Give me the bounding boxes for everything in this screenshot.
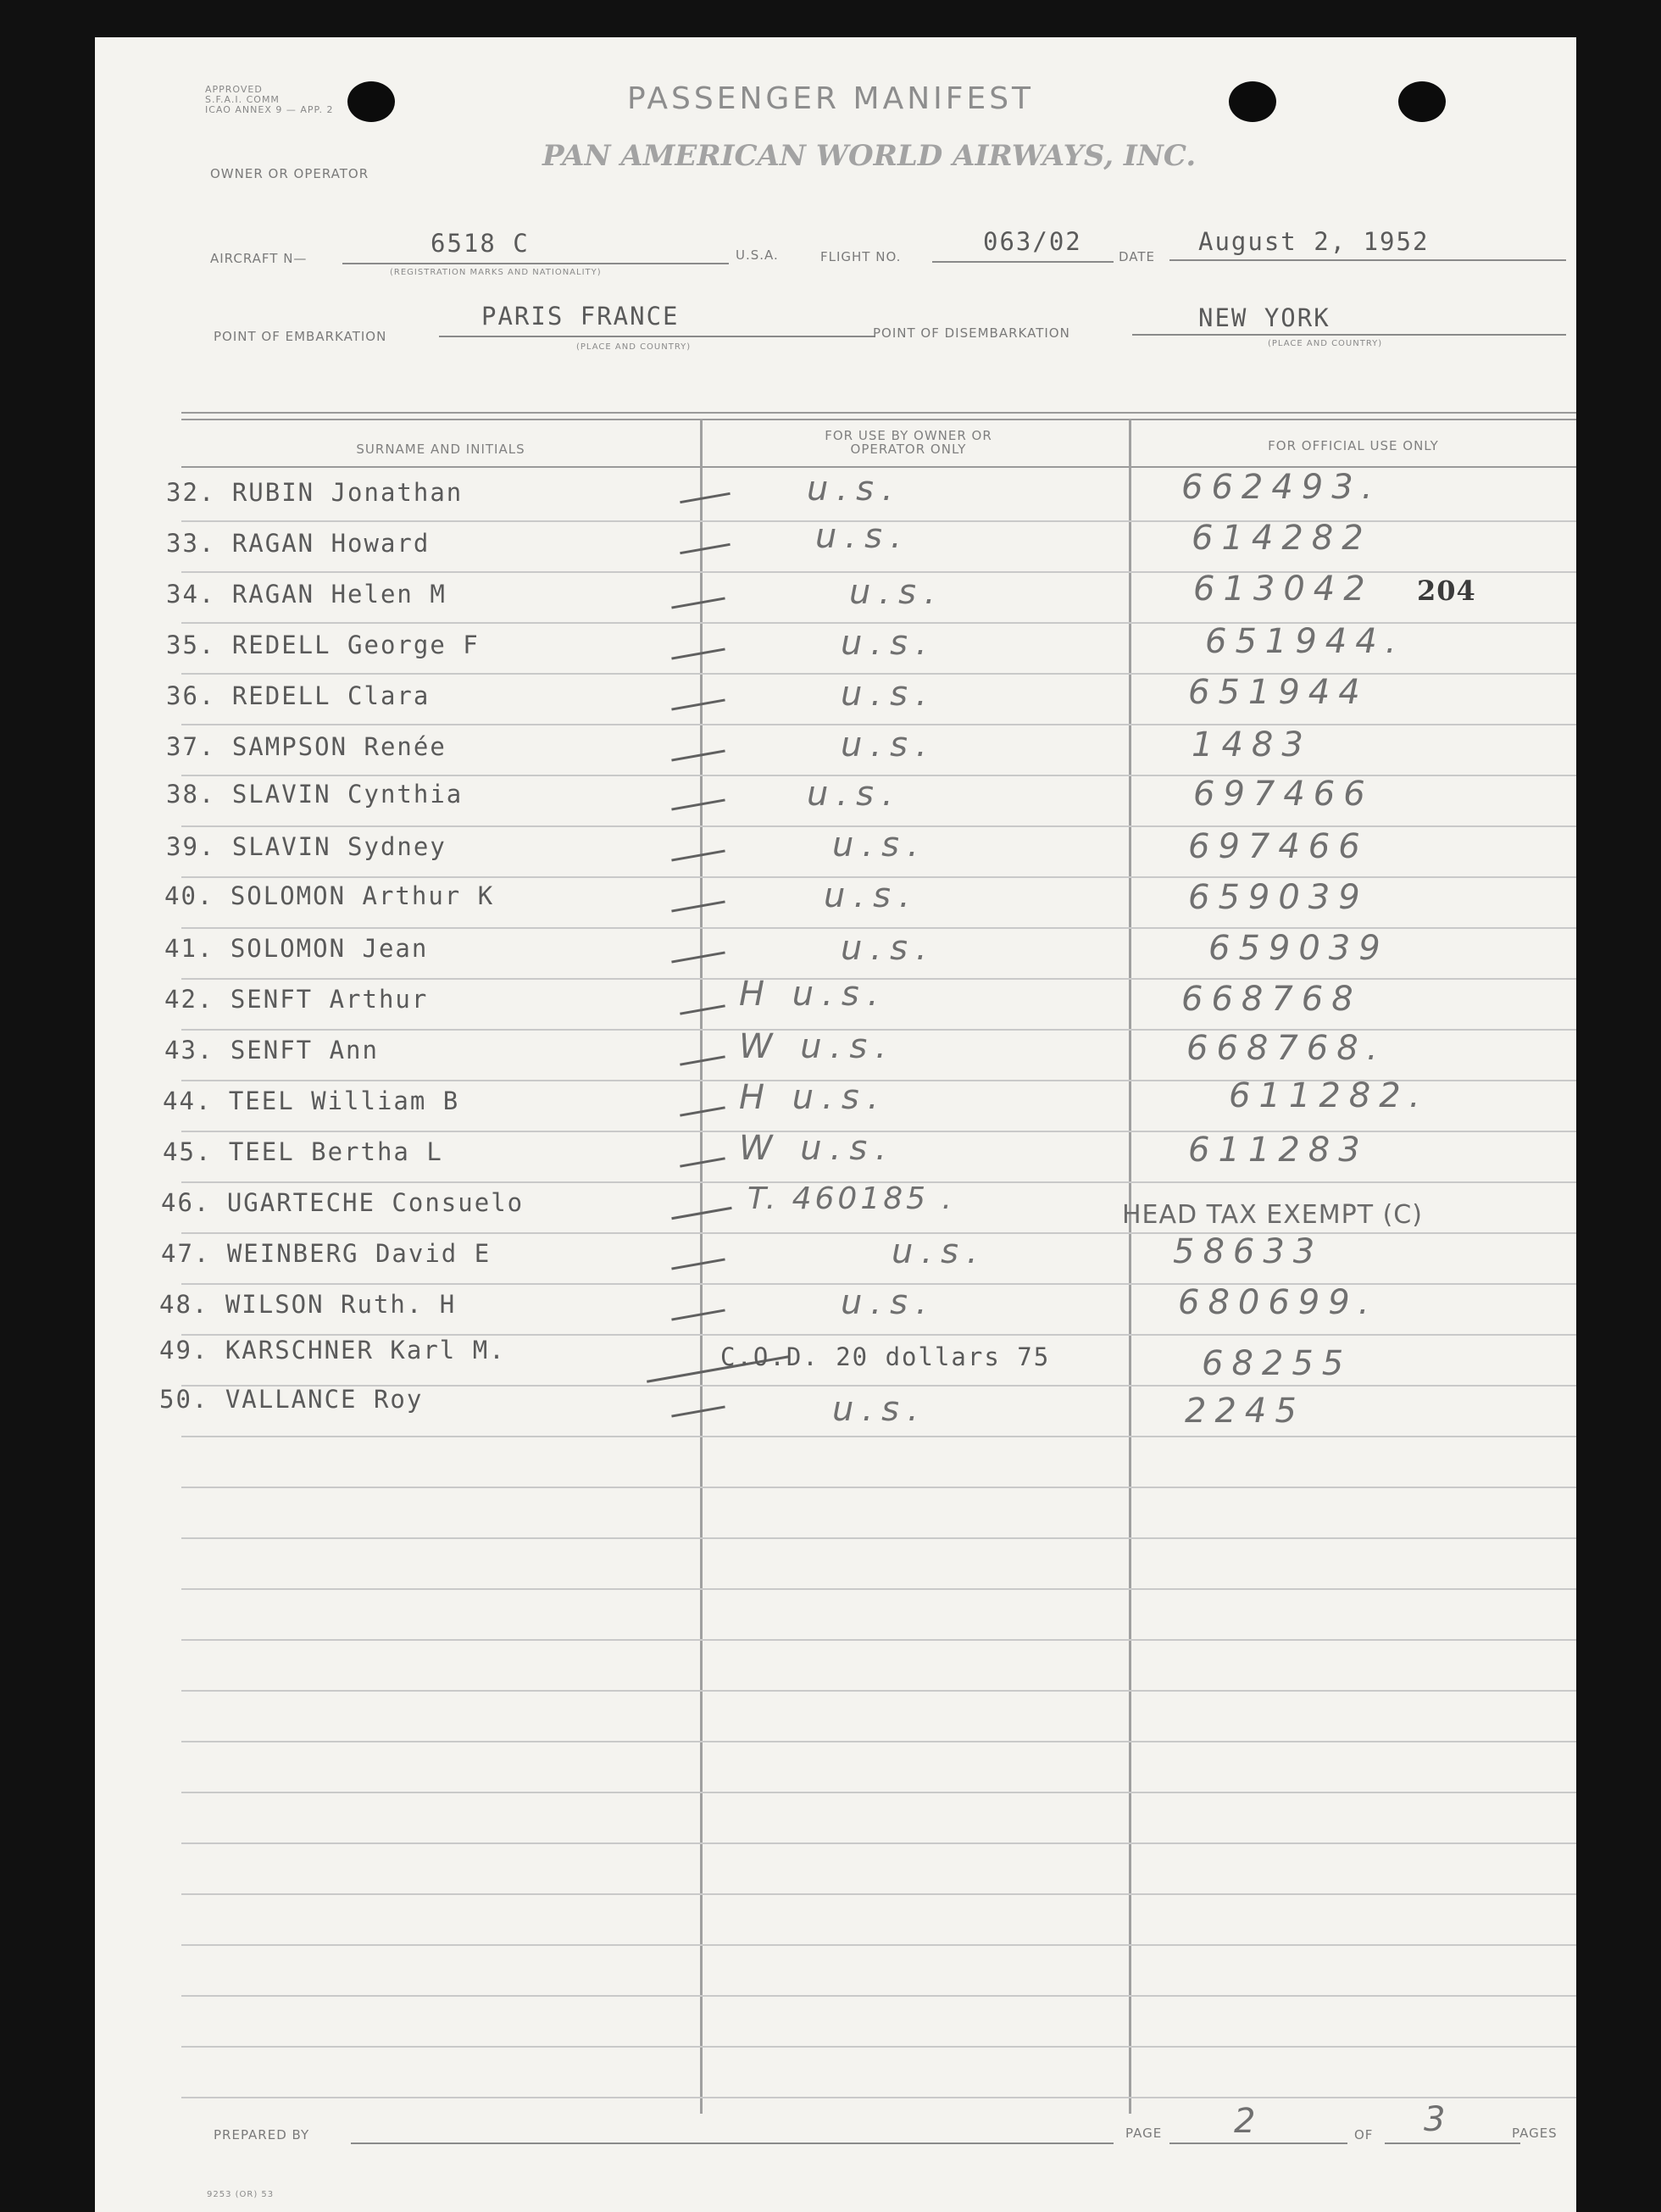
official-number: 668768. — [1186, 1029, 1386, 1068]
disembark-label: POINT OF DISEMBARKATION — [873, 325, 1070, 341]
owner-mark: W u.s. — [739, 1027, 895, 1066]
prepared-underline — [351, 2143, 1114, 2144]
disembark-value: NEW YORK — [1198, 303, 1330, 332]
check-dash — [671, 749, 725, 761]
ruled-line — [181, 1893, 1576, 1895]
table-top-rule-2 — [181, 419, 1576, 420]
passenger-name: 46. UGARTECHE Consuelo — [161, 1188, 525, 1217]
official-number: 651944. — [1205, 622, 1405, 661]
ruled-line — [181, 1436, 1576, 1437]
passenger-name: 35. REDELL George F — [166, 631, 480, 659]
date-underline — [1169, 259, 1566, 261]
passenger-name: 45. TEEL Bertha L — [163, 1137, 443, 1166]
owner-mark: u.s. — [832, 825, 927, 864]
official-number: 668768 — [1181, 980, 1362, 1019]
check-dash — [671, 1258, 725, 1270]
passenger-name: 34. RAGAN Helen M — [166, 580, 447, 609]
official-number: 68255 — [1202, 1344, 1353, 1383]
flight-value: 063/02 — [983, 227, 1082, 256]
page-label: PAGE — [1125, 2126, 1163, 2141]
ruled-line — [181, 1537, 1576, 1539]
column-header-owner-use: FOR USE BY OWNER OR OPERATOR ONLY — [825, 428, 992, 457]
check-dash — [671, 798, 725, 810]
official-number: 613042 — [1193, 570, 1374, 609]
passenger-name: 49. KARSCHNER Karl M. — [159, 1336, 506, 1364]
official-number: 1483 — [1192, 725, 1312, 764]
ruled-line — [181, 1639, 1576, 1641]
page-underline — [1169, 2143, 1347, 2144]
owner-mark: u.s. — [841, 725, 936, 764]
total-pages: 3 — [1424, 2100, 1454, 2139]
owner-mark: u.s. — [807, 775, 902, 814]
page-title: PASSENGER MANIFEST — [627, 81, 1035, 116]
official-number: 614282 — [1192, 519, 1372, 558]
passenger-name: 36. REDELL Clara — [166, 681, 431, 710]
check-dash — [680, 1004, 725, 1014]
embark-label: POINT OF EMBARKATION — [214, 329, 387, 344]
aircraft-label: AIRCRAFT N— — [210, 251, 308, 266]
passenger-name: 44. TEEL William B — [163, 1087, 460, 1115]
official-number: 659039 — [1188, 878, 1369, 917]
official-number: 611283 — [1188, 1131, 1369, 1170]
column-header-official-use: FOR OFFICIAL USE ONLY — [1268, 438, 1439, 453]
check-dash — [671, 900, 725, 912]
ruled-line — [181, 1944, 1576, 1946]
owner-mark: u.s. — [832, 1390, 927, 1429]
table-top-rule — [181, 412, 1576, 414]
punch-hole-left — [347, 81, 395, 122]
official-number: 651944 — [1188, 673, 1369, 712]
ruled-line — [181, 1487, 1576, 1488]
passenger-name: 43. SENFT Ann — [164, 1036, 379, 1064]
ruled-line — [181, 1588, 1576, 1590]
punch-hole-middle — [1229, 81, 1276, 122]
owner-mark: u.s. — [841, 675, 936, 714]
manifest-page — [95, 37, 1576, 2212]
check-dash — [680, 1055, 725, 1065]
ruled-line — [181, 1792, 1576, 1793]
embark-value: PARIS FRANCE — [481, 302, 680, 331]
side-note-number: 204 — [1417, 575, 1476, 607]
official-number: 659039 — [1208, 929, 1389, 968]
owner-mark: W u.s. — [739, 1129, 895, 1168]
passenger-name: 40. SOLOMON Arthur K — [164, 881, 495, 910]
check-dash — [671, 1309, 725, 1320]
punch-hole-right — [1398, 81, 1446, 122]
of-underline — [1385, 2143, 1520, 2144]
passenger-name: 48. WILSON Ruth. H — [159, 1290, 457, 1319]
head-tax-exempt-stamp: HEAD TAX EXEMPT (C) — [1122, 1200, 1423, 1230]
place-note-embark: (PLACE AND COUNTRY) — [576, 342, 692, 352]
passenger-name: 50. VALLANCE Roy — [159, 1385, 424, 1414]
ruled-line — [181, 1690, 1576, 1692]
prepared-by-label: PREPARED BY — [214, 2127, 310, 2143]
owner-mark: u.s. — [892, 1232, 986, 1271]
official-number: 680699. — [1178, 1283, 1378, 1322]
ruled-line — [181, 1842, 1576, 1844]
aircraft-value: 6518 C — [431, 229, 530, 258]
passenger-name: 37. SAMPSON Renée — [166, 732, 447, 761]
owner-mark: u.s. — [807, 470, 902, 509]
aircraft-underline — [342, 263, 729, 264]
passenger-name: 39. SLAVIN Sydney — [166, 832, 447, 861]
date-label: DATE — [1119, 249, 1156, 264]
owner-mark: u.s. — [849, 573, 944, 612]
ruled-line — [181, 1995, 1576, 1997]
ruled-line — [181, 1741, 1576, 1742]
check-dash — [671, 698, 725, 710]
official-number: 58633 — [1173, 1232, 1324, 1271]
place-note-disembark: (PLACE AND COUNTRY) — [1268, 339, 1383, 348]
check-dash — [680, 1106, 725, 1116]
check-dash — [680, 1157, 725, 1167]
approval-stamp: APPROVED S.F.A.I. COMM ICAO ANNEX 9 — APP. 2 — [205, 84, 334, 115]
check-dash — [671, 951, 725, 963]
check-dash — [671, 849, 725, 861]
official-number: 697466 — [1193, 775, 1374, 814]
page-number: 2 — [1234, 2102, 1264, 2141]
check-dash — [671, 597, 725, 609]
passenger-name: 41. SOLOMON Jean — [164, 934, 429, 963]
official-number: 662493. — [1181, 468, 1381, 507]
owner-mark: C.O.D. 20 dollars 75 — [720, 1342, 1051, 1371]
owner-mark: u.s. — [841, 929, 936, 968]
ruled-line — [181, 1232, 1576, 1234]
form-code: 9253 (OR) 53 — [207, 2190, 275, 2199]
check-dash — [671, 647, 725, 659]
owner-mark: u.s. — [841, 1283, 936, 1322]
disembark-underline — [1132, 334, 1566, 336]
passenger-name: 42. SENFT Arthur — [164, 985, 429, 1014]
flight-label: FLIGHT NO. — [820, 249, 902, 264]
ruled-line — [181, 2097, 1576, 2098]
official-number: 2245 — [1185, 1392, 1305, 1431]
registration-note: (REGISTRATION MARKS AND NATIONALITY) — [390, 268, 602, 277]
usa-label: U.S.A. — [736, 247, 779, 263]
owner-mark: u.s. — [815, 517, 910, 556]
official-number: 611282. — [1229, 1076, 1429, 1115]
owner-mark: u.s. — [824, 876, 919, 915]
passenger-name: 38. SLAVIN Cynthia — [166, 780, 464, 809]
check-dash — [680, 543, 731, 554]
check-dash — [680, 492, 731, 503]
of-label: OF — [1354, 2127, 1374, 2143]
owner-label: OWNER OR OPERATOR — [210, 166, 369, 181]
owner-mark: H u.s. — [739, 1078, 887, 1117]
owner-mark: T. 460185 . — [747, 1181, 955, 1216]
passenger-name: 47. WEINBERG David E — [161, 1239, 492, 1268]
airline-name: PAN AMERICAN WORLD AIRWAYS, INC. — [542, 139, 1197, 173]
embark-underline — [439, 336, 875, 337]
flight-underline — [932, 261, 1114, 263]
passenger-name: 32. RUBIN Jonathan — [166, 478, 464, 507]
official-number: 697466 — [1188, 827, 1369, 866]
ruled-line — [181, 2046, 1576, 2048]
passenger-name: 33. RAGAN Howard — [166, 529, 431, 558]
column-header-surname: SURNAME AND INITIALS — [356, 442, 525, 457]
pages-label: PAGES — [1512, 2126, 1558, 2141]
check-dash — [671, 1405, 725, 1417]
date-value: August 2, 1952 — [1198, 227, 1430, 256]
owner-mark: H u.s. — [739, 975, 887, 1014]
owner-mark: u.s. — [841, 624, 936, 663]
